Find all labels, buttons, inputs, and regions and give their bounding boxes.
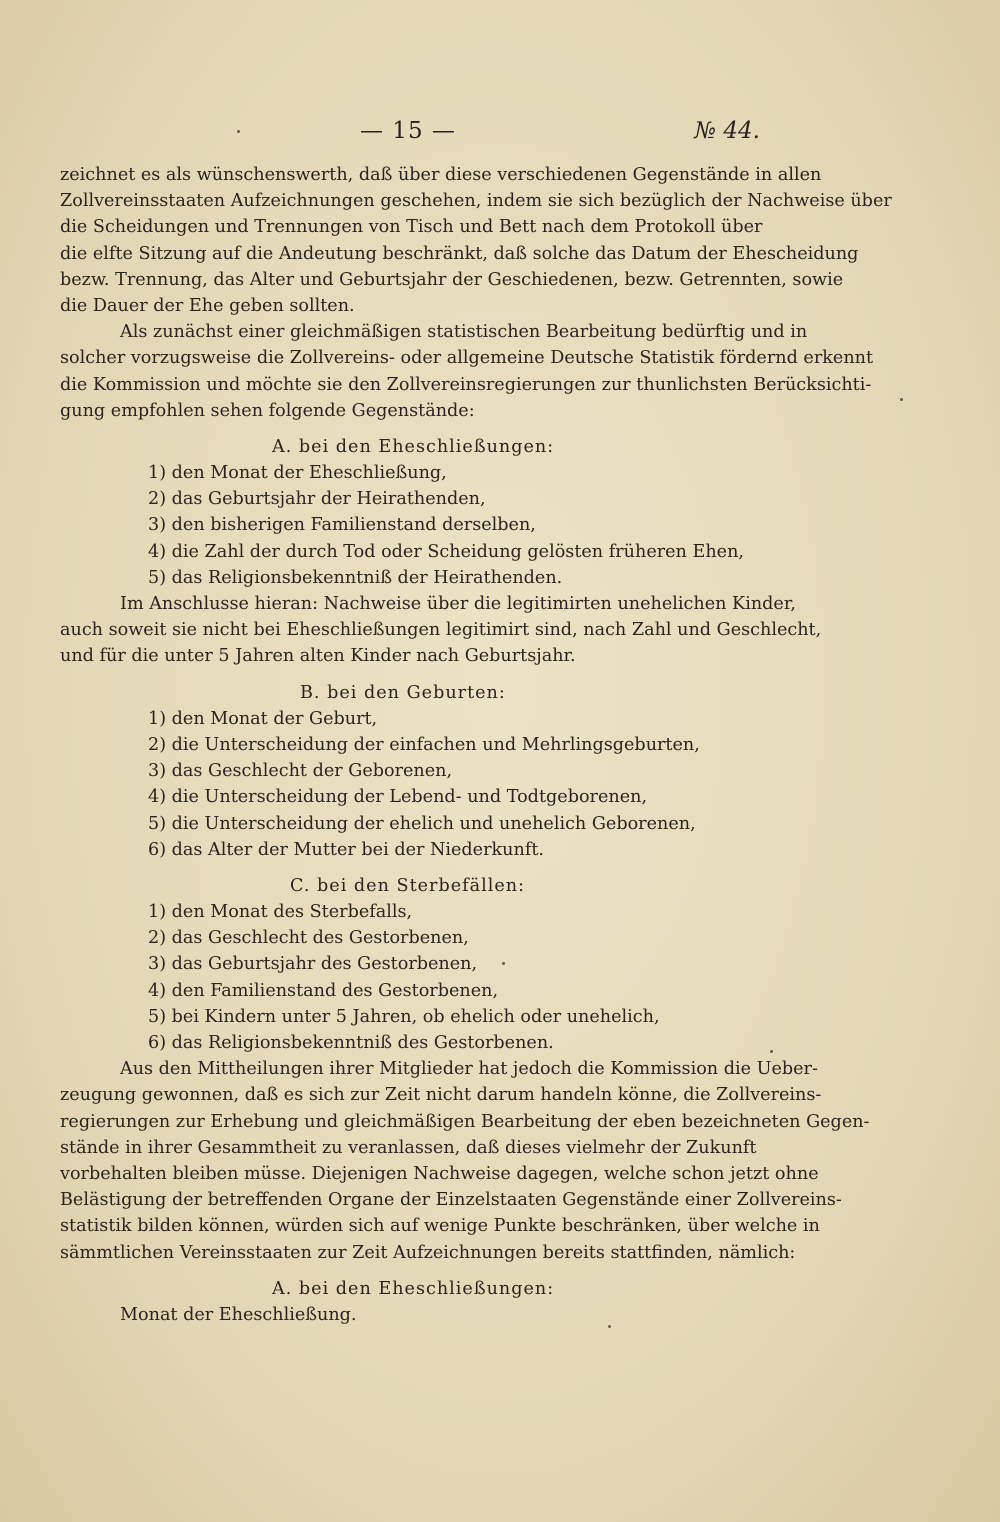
list-item: 2) das Geschlecht des Gestorbenen, — [148, 928, 469, 949]
list-item: 5) das Religionsbekenntniß der Heirathenden. — [148, 567, 563, 588]
list-item: 3) das Geschlecht der Geborenen, — [148, 761, 453, 782]
paper-speck — [608, 1325, 611, 1328]
list-item: 5) bei Kindern unter 5 Jahren, ob ehelich oder unehelich, — [148, 1006, 660, 1027]
document-number: № 44. — [694, 118, 760, 144]
text-line: stände in ihrer Gesammtheit zu veranlassen, daß dieses vielmehr der Zukunft — [60, 1137, 757, 1158]
page-number: — 15 — — [360, 118, 456, 144]
section-heading-c: C. bei den Sterbefällen: — [290, 875, 526, 896]
paper-speck — [502, 962, 505, 965]
text-line: Monat der Eheschließung. — [120, 1304, 357, 1325]
list-item: 3) das Geburtsjahr des Gestorbenen, — [148, 954, 478, 975]
section-heading-a-repeat: A. bei den Eheschließungen: — [272, 1278, 555, 1299]
section-heading-a: A. bei den Eheschließungen: — [272, 436, 555, 457]
text-line: zeugung gewonnen, daß es sich zur Zeit nicht darum handeln könne, die Zollvereins- — [60, 1085, 822, 1106]
paper-speck — [900, 398, 903, 401]
text-line: solcher vorzugsweise die Zollvereins- oder allgemeine Deutsche Statistik fördernd erkennt — [60, 348, 874, 369]
list-item: 1) den Monat der Eheschließung, — [148, 463, 447, 484]
paper-speck — [237, 130, 240, 133]
text-line: die elfte Sitzung auf die Andeutung beschränkt, daß solche das Datum der Ehescheidung — [60, 243, 859, 264]
text-line: gung empfohlen sehen folgende Gegenstände: — [60, 400, 475, 421]
list-item: 4) die Zahl der durch Tod oder Scheidung gelösten früheren Ehen, — [148, 541, 744, 562]
list-item: 6) das Alter der Mutter bei der Niederkunft. — [148, 839, 545, 860]
list-item: 1) den Monat des Sterbefalls, — [148, 902, 413, 923]
list-item: 1) den Monat der Geburt, — [148, 708, 378, 729]
text-line: Zollvereinsstaaten Aufzeichnungen geschehen, indem sie sich bezüglich der Nachweise über — [60, 191, 892, 212]
text-line: die Dauer der Ehe geben sollten. — [60, 295, 355, 316]
text-line: vorbehalten bleiben müsse. Diejenigen Nachweise dagegen, welche schon jetzt ohne — [60, 1163, 819, 1184]
paper-speck — [770, 1050, 773, 1053]
text-line: die Kommission und möchte sie den Zollvereinsregierungen zur thunlichsten Berücksichti- — [60, 374, 872, 395]
text-line: Im Anschlusse hieran: Nachweise über die legitimirten unehelichen Kinder, — [120, 594, 796, 614]
text-line: die Scheidungen und Trennungen von Tisch und Bett nach dem Protokoll über — [60, 217, 763, 238]
text-line: statistik bilden können, würden sich auf wenige Punkte beschränken, über welche in — [60, 1216, 820, 1237]
list-item: 6) das Religionsbekenntniß des Gestorbenen. — [148, 1033, 554, 1053]
list-item: 3) den bisherigen Familienstand derselben, — [148, 515, 536, 536]
page-header — [0, 118, 1000, 154]
list-item: 5) die Unterscheidung der ehelich und unehelich Geborenen, — [148, 813, 696, 834]
text-line: regierungen zur Erhebung und gleichmäßigen Bearbeitung der eben bezeichneten Gegen- — [60, 1111, 870, 1132]
text-line: Aus den Mittheilungen ihrer Mitglieder hat jedoch die Kommission die Ueber- — [120, 1059, 818, 1080]
body-text — [60, 162, 892, 1328]
section-heading-b: B. bei den Geburten: — [300, 682, 506, 703]
text-line: Belästigung der betreffenden Organe der Einzelstaaten Gegenstände einer Zollvereins- — [60, 1190, 842, 1211]
list-item: 2) die Unterscheidung der einfachen und Mehrlingsgeburten, — [148, 734, 700, 755]
text-line: und für die unter 5 Jahren alten Kinder nach Geburtsjahr. — [60, 646, 576, 667]
text-line: Als zunächst einer gleichmäßigen statistischen Bearbeitung bedürftig und in — [120, 322, 808, 343]
text-line: auch soweit sie nicht bei Eheschließungen legitimirt sind, nach Zahl und Geschlecht, — [60, 620, 822, 641]
list-item: 2) das Geburtsjahr der Heirathenden, — [148, 489, 486, 510]
list-item: 4) die Unterscheidung der Lebend- und Todtgeborenen, — [148, 787, 648, 808]
list-item: 4) den Familienstand des Gestorbenen, — [148, 980, 499, 1001]
text-line: bezw. Trennung, das Alter und Geburtsjahr der Geschiedenen, bezw. Getrennten, sowie — [60, 269, 844, 290]
text-line: sämmtlichen Vereinsstaaten zur Zeit Aufzeichnungen bereits stattfinden, nämlich: — [60, 1242, 796, 1263]
text-line: zeichnet es als wünschenswerth, daß über diese verschiedenen Gegenstände in allen — [60, 165, 822, 185]
